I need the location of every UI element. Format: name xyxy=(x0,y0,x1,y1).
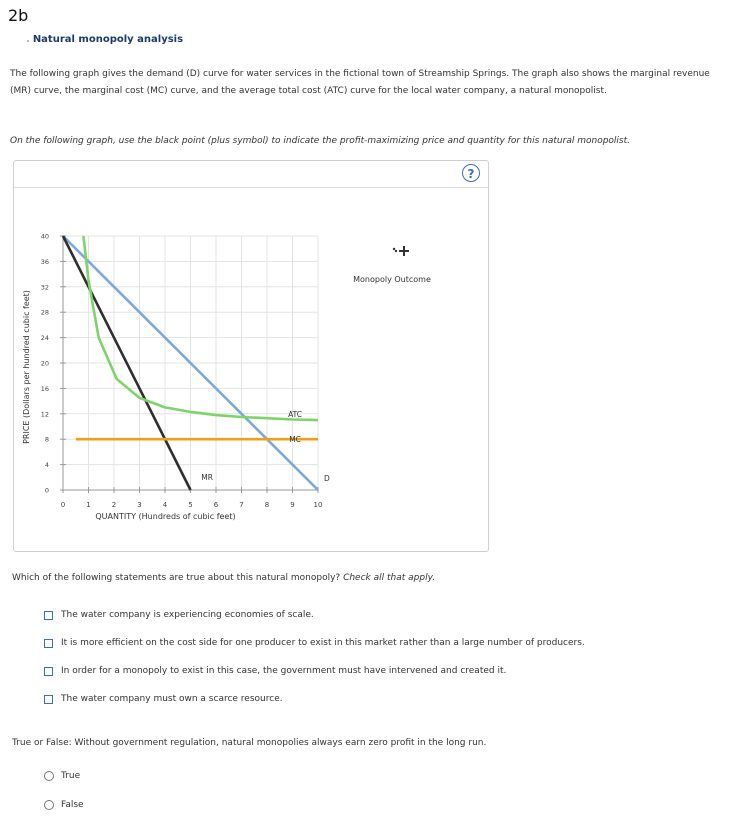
option-label: False xyxy=(61,800,84,810)
x-tick-label: 6 xyxy=(213,501,219,509)
checkbox[interactable] xyxy=(44,695,53,704)
y-tick-label: 32 xyxy=(40,283,49,292)
label-atc: ATC xyxy=(288,409,303,419)
option-label: The water company must own a scarce resource. xyxy=(61,694,283,704)
intro-paragraph: The following graph gives the demand (D) curve for water services in the fictional town of Streamship Springs. The graph also shows the marginal revenue (MR) curve, the marginal cost (MC) curve, and the average total cost (ATC) curve for the local water company, a natural monopolist. xyxy=(10,69,710,96)
checkbox[interactable] xyxy=(44,667,53,676)
question-1 xyxy=(12,573,435,583)
y-tick-label: 24 xyxy=(40,334,49,343)
y-tick-label: 8 xyxy=(44,435,49,444)
radio-button[interactable] xyxy=(44,771,54,781)
x-axis-title: QUANTITY (Hundreds of cubic feet) xyxy=(95,512,236,521)
y-tick-label: 20 xyxy=(40,359,49,368)
question-2: True or False: Without government regulation, natural monopolies always earn zero profit in the long run. xyxy=(12,738,487,748)
y-tick-label: 0 xyxy=(44,486,49,495)
graph-instruction: On the following graph, use the black point (plus symbol) to indicate the profit-maximizing price and quantity for this natural monopolist. xyxy=(10,136,630,146)
x-tick-label: 8 xyxy=(264,501,270,509)
question-1-text: Which of the following statements are true about this natural monopoly? xyxy=(12,573,341,583)
radio-option-false[interactable] xyxy=(44,800,84,810)
page-label: 2b xyxy=(8,6,29,25)
y-tick-label: 16 xyxy=(40,384,49,393)
x-tick-label: 1 xyxy=(86,501,91,509)
label-mc: MC xyxy=(289,435,301,445)
title-bullet: . xyxy=(26,34,30,45)
curve-atc xyxy=(83,236,318,420)
checkbox-option-2[interactable] xyxy=(44,638,585,648)
x-tick-label: 0 xyxy=(60,501,66,509)
monopoly-graph[interactable] xyxy=(14,161,488,551)
section-title-text: Natural monopoly analysis xyxy=(32,34,184,45)
x-tick-label: 9 xyxy=(290,501,295,509)
checkbox[interactable] xyxy=(44,639,53,648)
y-axis-title: PRICE (Dollars per hundred cubic feet) xyxy=(22,290,31,444)
y-tick-label: 36 xyxy=(40,257,49,266)
y-tick-label: 4 xyxy=(44,461,49,470)
checkbox-option-3[interactable] xyxy=(44,666,506,676)
label-demand: D xyxy=(324,474,330,484)
option-label: It is more efficient on the cost side for one producer to exist in this market rather than a large number of producers. xyxy=(61,638,585,648)
x-tick-label: 5 xyxy=(188,501,193,509)
label-mr: MR xyxy=(201,472,213,482)
section-title xyxy=(26,34,183,45)
graph-panel xyxy=(13,160,489,552)
help-icon[interactable]: ? xyxy=(462,164,480,182)
checkbox-option-4[interactable] xyxy=(44,694,283,704)
legend-label: Monopoly Outcome xyxy=(353,275,431,284)
checkbox-option-1[interactable] xyxy=(44,610,314,620)
y-tick-label: 40 xyxy=(40,232,49,241)
x-tick-label: 4 xyxy=(162,501,168,509)
radio-option-true[interactable] xyxy=(44,771,80,781)
y-tick-label: 28 xyxy=(40,308,49,317)
legend-dot xyxy=(395,250,397,252)
x-tick-label: 7 xyxy=(239,501,244,509)
legend-dot xyxy=(393,248,395,250)
x-tick-label: 10 xyxy=(313,501,323,509)
option-label: True xyxy=(61,771,81,781)
y-tick-label: 12 xyxy=(40,410,49,419)
checkbox[interactable] xyxy=(44,611,53,620)
question-1-hint: Check all that apply. xyxy=(343,573,436,583)
x-tick-label: 3 xyxy=(137,501,142,509)
option-label: The water company is experiencing economies of scale. xyxy=(61,610,314,620)
radio-button[interactable] xyxy=(44,800,54,810)
x-tick-label: 2 xyxy=(111,501,117,509)
option-label: In order for a monopoly to exist in this case, the government must have intervened and created it. xyxy=(61,666,507,676)
